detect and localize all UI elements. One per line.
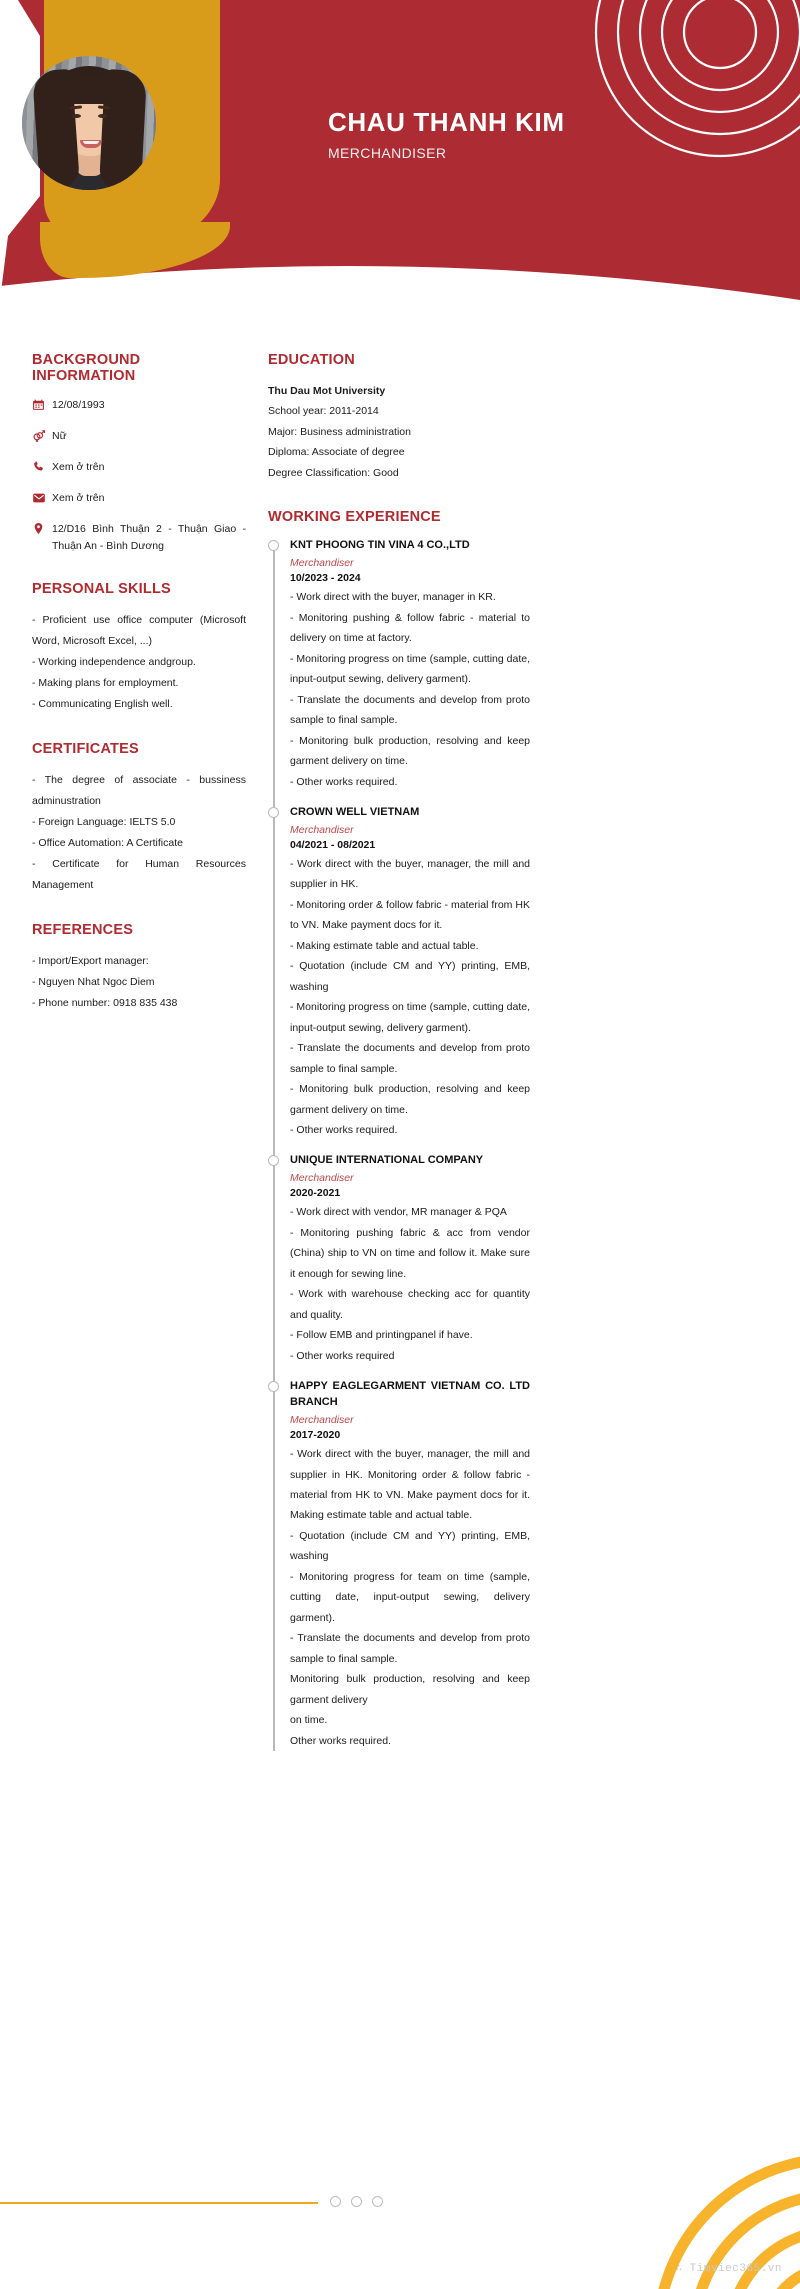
section-title-experience: WORKING EXPERIENCE (268, 509, 441, 526)
name-block (328, 108, 565, 161)
job-detail: - Quotation (include CM and YY) printing, EMB, washing (290, 960, 530, 993)
job-detail: - Monitoring bulk production, resolving and keep garment delivery on time. (290, 734, 530, 768)
avatar (22, 56, 156, 190)
footer-divider-line (0, 2202, 318, 2204)
job-company: HAPPY EAGLEGARMENT VIETNAM CO. LTD BRANCH (290, 1380, 530, 1409)
job-detail: - Other works required (290, 1349, 395, 1362)
job-detail: - Monitoring pushing fabric & acc from vendor (China) ship to VN on time and follow it. Make sure it enough for sewing line. (290, 1226, 530, 1280)
certificate-item: - Certificate for Human Resources Management (32, 858, 246, 891)
watermark: ∴ Timviec365.vn (675, 2263, 782, 2275)
info-value-address: 12/D16 Bình Thuận 2 - Thuận Giao - Thuận An - Bình Dương (52, 523, 246, 552)
certificate-item: - Office Automation: A Certificate (32, 837, 183, 849)
info-value-email: Xem ở trên (52, 492, 105, 504)
reference-item: - Nguyen Nhat Ngoc Diem (32, 976, 155, 988)
job-dates: 2017-2020 (290, 1429, 341, 1442)
job-detail: - Translate the documents and develop from proto sample to final sample. (290, 1042, 530, 1075)
education-line: Degree Classification: Good (268, 466, 399, 479)
job-detail: on time. (290, 1714, 328, 1727)
timeline-dot-icon (268, 1155, 279, 1166)
background-info-list (32, 397, 246, 555)
job-detail: - Other works required. (290, 1124, 398, 1136)
job-detail: - Monitoring order & follow fabric - material from HK to VN. Make payment docs for it. (290, 898, 530, 932)
job-detail: - Monitoring progress for team on time (sample, cutting date, input-output sewing, delivery garment). (290, 1570, 530, 1624)
skills-list (32, 610, 246, 715)
section-title-skills: PERSONAL SKILLS (32, 581, 171, 597)
skill-item: - Proficient use office computer (Microsoft Word, Microsoft Excel, ...) (32, 614, 246, 647)
skill-item: - Communicating English well. (32, 698, 173, 710)
job-detail: Monitoring bulk production, resolving and keep garment delivery (290, 1673, 530, 1706)
job-detail: - Translate the documents and develop from proto sample to final sample. (290, 1632, 530, 1665)
education-school: Thu Dau Mot University (268, 385, 386, 397)
job-role: Merchandiser (290, 557, 354, 570)
job-detail: - Monitoring pushing & follow fabric - material to delivery on time at factory. (290, 611, 530, 645)
candidate-role: MERCHANDISER (328, 144, 447, 161)
job-detail: - Making estimate table and actual table. (290, 939, 479, 952)
footer-dots-decoration (330, 2196, 383, 2207)
education-line: Diploma: Associate of degree (268, 446, 405, 459)
section-title-certificates: CERTIFICATES (32, 741, 139, 757)
timeline-dot-icon (268, 807, 279, 818)
experience-timeline (268, 538, 530, 1751)
job-company: KNT PHOONG TIN VINA 4 CO.,LTD (290, 539, 470, 552)
left-column (32, 352, 246, 1014)
concentric-rings-icon (560, 0, 800, 192)
skill-item: - Making plans for employment. (32, 677, 179, 689)
info-row-email (32, 490, 246, 507)
reference-item: - Import/Export manager: (32, 955, 149, 967)
job-role: Merchandiser (290, 1414, 354, 1427)
info-row-phone (32, 459, 246, 476)
gender-icon (32, 428, 52, 443)
info-row-address (32, 521, 246, 555)
job-dates: 10/2023 - 2024 (290, 572, 361, 585)
job-detail: - Work direct with the buyer, manager, the mill and supplier in HK. (290, 857, 530, 891)
right-column (268, 352, 530, 1764)
calendar-icon (32, 397, 52, 411)
job-detail: - Work direct with the buyer, manager, the mill and supplier in HK. Monitoring order & follow fabric - material from HK to VN. Make payment docs for it. Making estimate table and actual table. (290, 1448, 530, 1522)
phone-icon (32, 459, 52, 473)
experience-item (290, 538, 530, 792)
resume-header (0, 0, 800, 300)
job-detail: - Monitoring progress on time (sample, cutting date, input-output sewing, delivery garment). (290, 652, 530, 686)
experience-item (290, 1379, 530, 1751)
job-detail: - Translate the documents and develop from proto sample to final sample. (290, 693, 530, 727)
job-detail: - Monitoring bulk production, resolving and keep garment delivery on time. (290, 1083, 530, 1116)
candidate-name: CHAU THANH KIM (328, 107, 565, 137)
info-row-birthdate (32, 397, 246, 414)
job-role: Merchandiser (290, 823, 354, 836)
certificate-item: - Foreign Language: IELTS 5.0 (32, 816, 176, 828)
job-dates: 2020-2021 (290, 1187, 341, 1200)
section-title-background: BACKGROUND INFORMATION (32, 352, 141, 384)
skill-item: - Working independence andgroup. (32, 656, 196, 668)
experience-item (290, 1153, 530, 1366)
education-line: School year: 2011-2014 (268, 405, 379, 418)
section-title-references: REFERENCES (32, 922, 134, 938)
job-detail: Other works required. (290, 1734, 391, 1747)
job-detail: - Monitoring progress on time (sample, cutting date, input-output sewing, delivery garment). (290, 1001, 530, 1034)
job-detail: - Work direct with vendor, MR manager & PQA (290, 1206, 507, 1219)
email-icon (32, 490, 52, 505)
timeline-dot-icon (268, 1381, 279, 1392)
job-detail: - Quotation (include CM and YY) printing, EMB, washing (290, 1529, 530, 1563)
timeline-dot-icon (268, 540, 279, 551)
education-block (268, 381, 530, 483)
job-detail: - Other works required. (290, 775, 398, 788)
certificates-list (32, 770, 246, 896)
job-company: CROWN WELL VIETNAM (290, 805, 420, 818)
job-detail: - Work direct with the buyer, manager in KR. (290, 591, 496, 604)
job-role: Merchandiser (290, 1172, 354, 1185)
info-value-phone: Xem ở trên (52, 461, 105, 473)
job-detail: - Work with warehouse checking acc for quantity and quality. (290, 1288, 530, 1321)
info-row-gender (32, 428, 246, 445)
certificate-item: - The degree of associate - bussiness adminustration (32, 774, 246, 807)
job-dates: 04/2021 - 08/2021 (290, 838, 376, 851)
reference-item: - Phone number: 0918 835 438 (32, 997, 178, 1009)
job-company: UNIQUE INTERNATIONAL COMPANY (290, 1154, 484, 1167)
education-line: Major: Business administration (268, 425, 411, 438)
location-icon (32, 521, 52, 535)
references-list (32, 951, 246, 1014)
job-detail: - Follow EMB and printingpanel if have. (290, 1329, 473, 1342)
info-value-birthdate: 12/08/1993 (52, 399, 105, 411)
experience-item (290, 805, 530, 1141)
section-title-education: EDUCATION (268, 352, 355, 368)
info-value-gender: Nữ (52, 430, 67, 442)
